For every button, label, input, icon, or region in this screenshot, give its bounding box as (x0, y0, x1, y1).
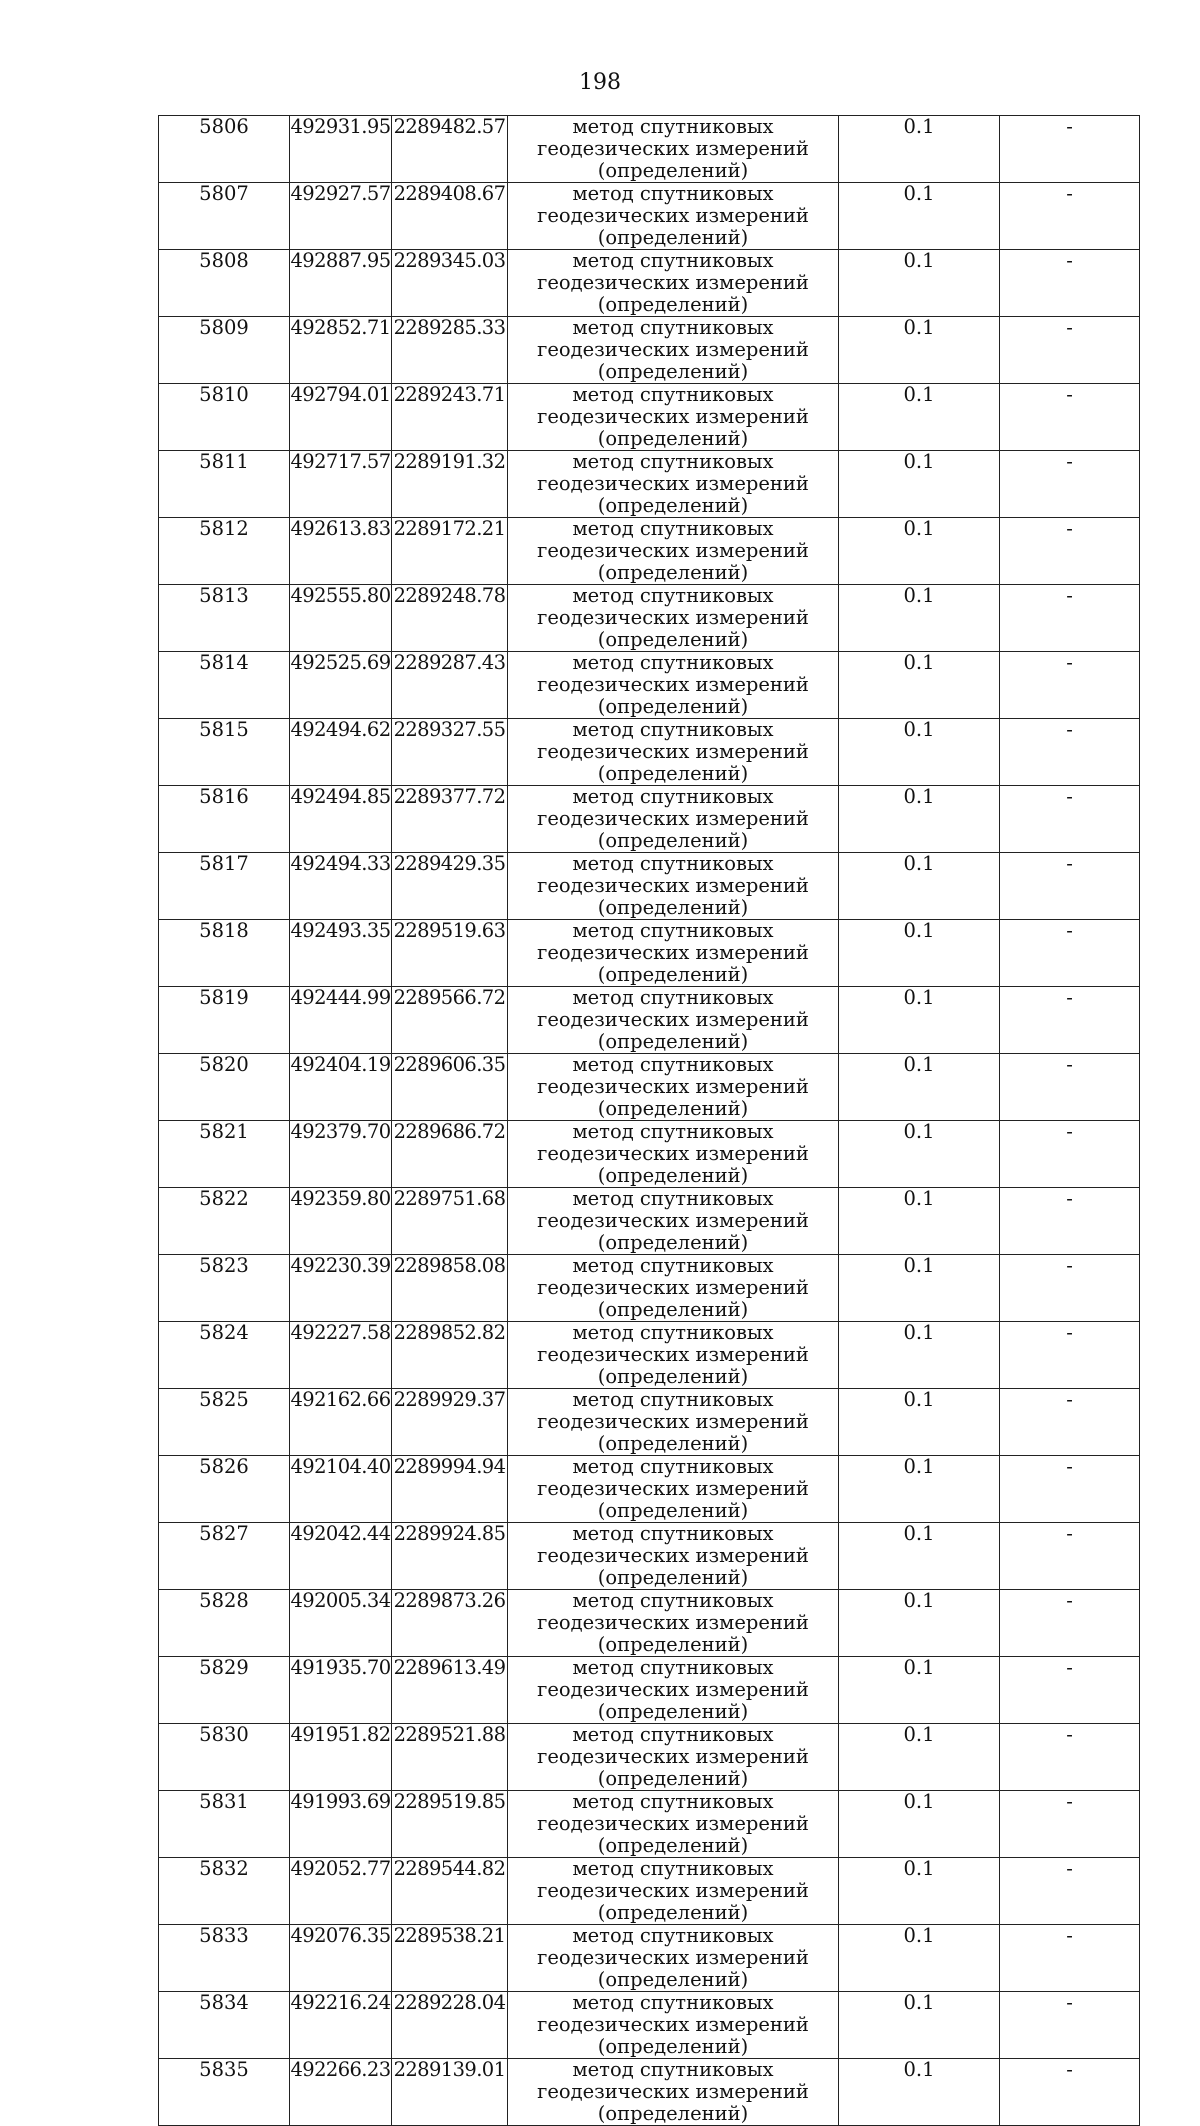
table-row (159, 1925, 1140, 1992)
coordinates-table (158, 115, 1140, 2126)
accuracy-cell: 0.1 (839, 2059, 1000, 2126)
accuracy-cell: 0.1 (839, 1590, 1000, 1657)
point-number-cell: 5824 (159, 1322, 290, 1389)
y-coordinate-cell: 2289482.57 (392, 116, 508, 183)
point-number-cell: 5807 (159, 183, 290, 250)
note-cell: - (1000, 1858, 1140, 1925)
y-coordinate-cell: 2289429.35 (392, 853, 508, 920)
note-cell: - (1000, 250, 1140, 317)
y-coordinate-cell: 2289873.26 (392, 1590, 508, 1657)
point-number-cell: 5816 (159, 786, 290, 853)
y-coordinate-cell: 2289538.21 (392, 1925, 508, 1992)
table-row (159, 652, 1140, 719)
point-number-cell: 5826 (159, 1456, 290, 1523)
note-cell: - (1000, 183, 1140, 250)
table-row (159, 1858, 1140, 1925)
method-cell: метод спутниковых геодезических измерений (определений) (508, 1121, 839, 1188)
note-cell: - (1000, 920, 1140, 987)
y-coordinate-cell: 2289606.35 (392, 1054, 508, 1121)
accuracy-cell: 0.1 (839, 1992, 1000, 2059)
x-coordinate-cell: 492266.23 (290, 2059, 392, 2126)
point-number-cell: 5806 (159, 116, 290, 183)
accuracy-cell: 0.1 (839, 585, 1000, 652)
point-number-cell: 5827 (159, 1523, 290, 1590)
note-cell: - (1000, 585, 1140, 652)
accuracy-cell: 0.1 (839, 116, 1000, 183)
y-coordinate-cell: 2289248.78 (392, 585, 508, 652)
method-cell: метод спутниковых геодезических измерений (определений) (508, 1054, 839, 1121)
note-cell: - (1000, 384, 1140, 451)
method-cell: метод спутниковых геодезических измерений (определений) (508, 585, 839, 652)
accuracy-cell: 0.1 (839, 1925, 1000, 1992)
note-cell: - (1000, 1590, 1140, 1657)
x-coordinate-cell: 492227.58 (290, 1322, 392, 1389)
table-row (159, 1992, 1140, 2059)
note-cell: - (1000, 1992, 1140, 2059)
method-cell: метод спутниковых геодезических измерений (определений) (508, 1925, 839, 1992)
point-number-cell: 5810 (159, 384, 290, 451)
y-coordinate-cell: 2289686.72 (392, 1121, 508, 1188)
table-row (159, 1590, 1140, 1657)
point-number-cell: 5815 (159, 719, 290, 786)
table-row (159, 2059, 1140, 2126)
x-coordinate-cell: 492717.57 (290, 451, 392, 518)
accuracy-cell: 0.1 (839, 652, 1000, 719)
x-coordinate-cell: 492493.35 (290, 920, 392, 987)
x-coordinate-cell: 492444.99 (290, 987, 392, 1054)
table-row (159, 1724, 1140, 1791)
x-coordinate-cell: 492555.80 (290, 585, 392, 652)
note-cell: - (1000, 1523, 1140, 1590)
method-cell: метод спутниковых геодезических измерений (определений) (508, 116, 839, 183)
method-cell: метод спутниковых геодезических измерений (определений) (508, 1188, 839, 1255)
y-coordinate-cell: 2289751.68 (392, 1188, 508, 1255)
table-row (159, 987, 1140, 1054)
method-cell: метод спутниковых геодезических измерений (определений) (508, 1523, 839, 1590)
method-cell: метод спутниковых геодезических измерений (определений) (508, 853, 839, 920)
table-row (159, 786, 1140, 853)
accuracy-cell: 0.1 (839, 1523, 1000, 1590)
table-row (159, 1054, 1140, 1121)
method-cell: метод спутниковых геодезических измерений (определений) (508, 987, 839, 1054)
table-row (159, 1121, 1140, 1188)
method-cell: метод спутниковых геодезических измерений (определений) (508, 250, 839, 317)
table-row (159, 518, 1140, 585)
table-row (159, 585, 1140, 652)
table-row (159, 920, 1140, 987)
accuracy-cell: 0.1 (839, 250, 1000, 317)
y-coordinate-cell: 2289566.72 (392, 987, 508, 1054)
y-coordinate-cell: 2289858.08 (392, 1255, 508, 1322)
x-coordinate-cell: 492076.35 (290, 1925, 392, 1992)
accuracy-cell: 0.1 (839, 1791, 1000, 1858)
accuracy-cell: 0.1 (839, 920, 1000, 987)
accuracy-cell: 0.1 (839, 183, 1000, 250)
method-cell: метод спутниковых геодезических измерений (определений) (508, 518, 839, 585)
point-number-cell: 5822 (159, 1188, 290, 1255)
x-coordinate-cell: 492052.77 (290, 1858, 392, 1925)
point-number-cell: 5817 (159, 853, 290, 920)
method-cell: метод спутниковых геодезических измерений (определений) (508, 652, 839, 719)
x-coordinate-cell: 492104.40 (290, 1456, 392, 1523)
accuracy-cell: 0.1 (839, 1255, 1000, 1322)
point-number-cell: 5834 (159, 1992, 290, 2059)
accuracy-cell: 0.1 (839, 1724, 1000, 1791)
point-number-cell: 5832 (159, 1858, 290, 1925)
note-cell: - (1000, 1456, 1140, 1523)
table-row (159, 853, 1140, 920)
method-cell: метод спутниковых геодезических измерений (определений) (508, 2059, 839, 2126)
method-cell: метод спутниковых геодезических измерений (определений) (508, 317, 839, 384)
accuracy-cell: 0.1 (839, 1188, 1000, 1255)
table-row (159, 317, 1140, 384)
table-row (159, 1523, 1140, 1590)
method-cell: метод спутниковых геодезических измерений (определений) (508, 1791, 839, 1858)
y-coordinate-cell: 2289228.04 (392, 1992, 508, 2059)
note-cell: - (1000, 1389, 1140, 1456)
x-coordinate-cell: 492927.57 (290, 183, 392, 250)
table-row (159, 1791, 1140, 1858)
method-cell: метод спутниковых геодезических измерений (определений) (508, 1724, 839, 1791)
note-cell: - (1000, 987, 1140, 1054)
note-cell: - (1000, 1657, 1140, 1724)
point-number-cell: 5835 (159, 2059, 290, 2126)
x-coordinate-cell: 491935.70 (290, 1657, 392, 1724)
x-coordinate-cell: 492494.62 (290, 719, 392, 786)
note-cell: - (1000, 719, 1140, 786)
accuracy-cell: 0.1 (839, 1858, 1000, 1925)
table-row (159, 116, 1140, 183)
y-coordinate-cell: 2289519.85 (392, 1791, 508, 1858)
accuracy-cell: 0.1 (839, 1657, 1000, 1724)
accuracy-cell: 0.1 (839, 719, 1000, 786)
note-cell: - (1000, 1054, 1140, 1121)
note-cell: - (1000, 1255, 1140, 1322)
note-cell: - (1000, 2059, 1140, 2126)
point-number-cell: 5833 (159, 1925, 290, 1992)
table-row (159, 1255, 1140, 1322)
y-coordinate-cell: 2289994.94 (392, 1456, 508, 1523)
point-number-cell: 5813 (159, 585, 290, 652)
y-coordinate-cell: 2289521.88 (392, 1724, 508, 1791)
table-row (159, 250, 1140, 317)
y-coordinate-cell: 2289929.37 (392, 1389, 508, 1456)
point-number-cell: 5821 (159, 1121, 290, 1188)
accuracy-cell: 0.1 (839, 1054, 1000, 1121)
y-coordinate-cell: 2289852.82 (392, 1322, 508, 1389)
point-number-cell: 5823 (159, 1255, 290, 1322)
accuracy-cell: 0.1 (839, 987, 1000, 1054)
point-number-cell: 5829 (159, 1657, 290, 1724)
note-cell: - (1000, 518, 1140, 585)
note-cell: - (1000, 116, 1140, 183)
point-number-cell: 5825 (159, 1389, 290, 1456)
note-cell: - (1000, 652, 1140, 719)
y-coordinate-cell: 2289377.72 (392, 786, 508, 853)
note-cell: - (1000, 1121, 1140, 1188)
method-cell: метод спутниковых геодезических измерений (определений) (508, 1657, 839, 1724)
method-cell: метод спутниковых геодезических измерений (определений) (508, 183, 839, 250)
y-coordinate-cell: 2289613.49 (392, 1657, 508, 1724)
point-number-cell: 5819 (159, 987, 290, 1054)
y-coordinate-cell: 2289243.71 (392, 384, 508, 451)
accuracy-cell: 0.1 (839, 317, 1000, 384)
x-coordinate-cell: 492230.39 (290, 1255, 392, 1322)
x-coordinate-cell: 492794.01 (290, 384, 392, 451)
y-coordinate-cell: 2289139.01 (392, 2059, 508, 2126)
note-cell: - (1000, 451, 1140, 518)
point-number-cell: 5812 (159, 518, 290, 585)
x-coordinate-cell: 491951.82 (290, 1724, 392, 1791)
note-cell: - (1000, 786, 1140, 853)
method-cell: метод спутниковых геодезических измерений (определений) (508, 1322, 839, 1389)
y-coordinate-cell: 2289191.32 (392, 451, 508, 518)
x-coordinate-cell: 492042.44 (290, 1523, 392, 1590)
point-number-cell: 5808 (159, 250, 290, 317)
x-coordinate-cell: 492005.34 (290, 1590, 392, 1657)
table-row (159, 1456, 1140, 1523)
table-row (159, 1657, 1140, 1724)
table-row (159, 451, 1140, 518)
method-cell: метод спутниковых геодезических измерений (определений) (508, 786, 839, 853)
table-row (159, 1188, 1140, 1255)
accuracy-cell: 0.1 (839, 786, 1000, 853)
accuracy-cell: 0.1 (839, 384, 1000, 451)
y-coordinate-cell: 2289408.67 (392, 183, 508, 250)
point-number-cell: 5811 (159, 451, 290, 518)
note-cell: - (1000, 1925, 1140, 1992)
method-cell: метод спутниковых геодезических измерений (определений) (508, 1255, 839, 1322)
y-coordinate-cell: 2289172.21 (392, 518, 508, 585)
accuracy-cell: 0.1 (839, 451, 1000, 518)
accuracy-cell: 0.1 (839, 1121, 1000, 1188)
x-coordinate-cell: 492379.70 (290, 1121, 392, 1188)
y-coordinate-cell: 2289924.85 (392, 1523, 508, 1590)
x-coordinate-cell: 492613.83 (290, 518, 392, 585)
point-number-cell: 5814 (159, 652, 290, 719)
note-cell: - (1000, 1322, 1140, 1389)
table-row (159, 1322, 1140, 1389)
note-cell: - (1000, 853, 1140, 920)
x-coordinate-cell: 492931.95 (290, 116, 392, 183)
coordinates-table-body (159, 116, 1140, 2126)
x-coordinate-cell: 492887.95 (290, 250, 392, 317)
x-coordinate-cell: 492525.69 (290, 652, 392, 719)
method-cell: метод спутниковых геодезических измерений (определений) (508, 719, 839, 786)
note-cell: - (1000, 1188, 1140, 1255)
method-cell: метод спутниковых геодезических измерений (определений) (508, 1389, 839, 1456)
x-coordinate-cell: 492404.19 (290, 1054, 392, 1121)
y-coordinate-cell: 2289345.03 (392, 250, 508, 317)
x-coordinate-cell: 492359.80 (290, 1188, 392, 1255)
y-coordinate-cell: 2289519.63 (392, 920, 508, 987)
table-row (159, 719, 1140, 786)
y-coordinate-cell: 2289327.55 (392, 719, 508, 786)
accuracy-cell: 0.1 (839, 1456, 1000, 1523)
y-coordinate-cell: 2289544.82 (392, 1858, 508, 1925)
accuracy-cell: 0.1 (839, 518, 1000, 585)
point-number-cell: 5809 (159, 317, 290, 384)
x-coordinate-cell: 491993.69 (290, 1791, 392, 1858)
page-number: 198 (579, 70, 621, 95)
method-cell: метод спутниковых геодезических измерений (определений) (508, 920, 839, 987)
accuracy-cell: 0.1 (839, 1322, 1000, 1389)
table-row (159, 1389, 1140, 1456)
note-cell: - (1000, 1724, 1140, 1791)
point-number-cell: 5820 (159, 1054, 290, 1121)
method-cell: метод спутниковых геодезических измерений (определений) (508, 451, 839, 518)
table-row (159, 183, 1140, 250)
x-coordinate-cell: 492494.33 (290, 853, 392, 920)
accuracy-cell: 0.1 (839, 1389, 1000, 1456)
x-coordinate-cell: 492852.71 (290, 317, 392, 384)
note-cell: - (1000, 317, 1140, 384)
method-cell: метод спутниковых геодезических измерений (определений) (508, 1590, 839, 1657)
method-cell: метод спутниковых геодезических измерений (определений) (508, 1858, 839, 1925)
y-coordinate-cell: 2289285.33 (392, 317, 508, 384)
point-number-cell: 5828 (159, 1590, 290, 1657)
x-coordinate-cell: 492494.85 (290, 786, 392, 853)
table-row (159, 384, 1140, 451)
method-cell: метод спутниковых геодезических измерений (определений) (508, 1456, 839, 1523)
point-number-cell: 5831 (159, 1791, 290, 1858)
x-coordinate-cell: 492216.24 (290, 1992, 392, 2059)
point-number-cell: 5830 (159, 1724, 290, 1791)
note-cell: - (1000, 1791, 1140, 1858)
method-cell: метод спутниковых геодезических измерений (определений) (508, 1992, 839, 2059)
y-coordinate-cell: 2289287.43 (392, 652, 508, 719)
accuracy-cell: 0.1 (839, 853, 1000, 920)
x-coordinate-cell: 492162.66 (290, 1389, 392, 1456)
method-cell: метод спутниковых геодезических измерений (определений) (508, 384, 839, 451)
point-number-cell: 5818 (159, 920, 290, 987)
